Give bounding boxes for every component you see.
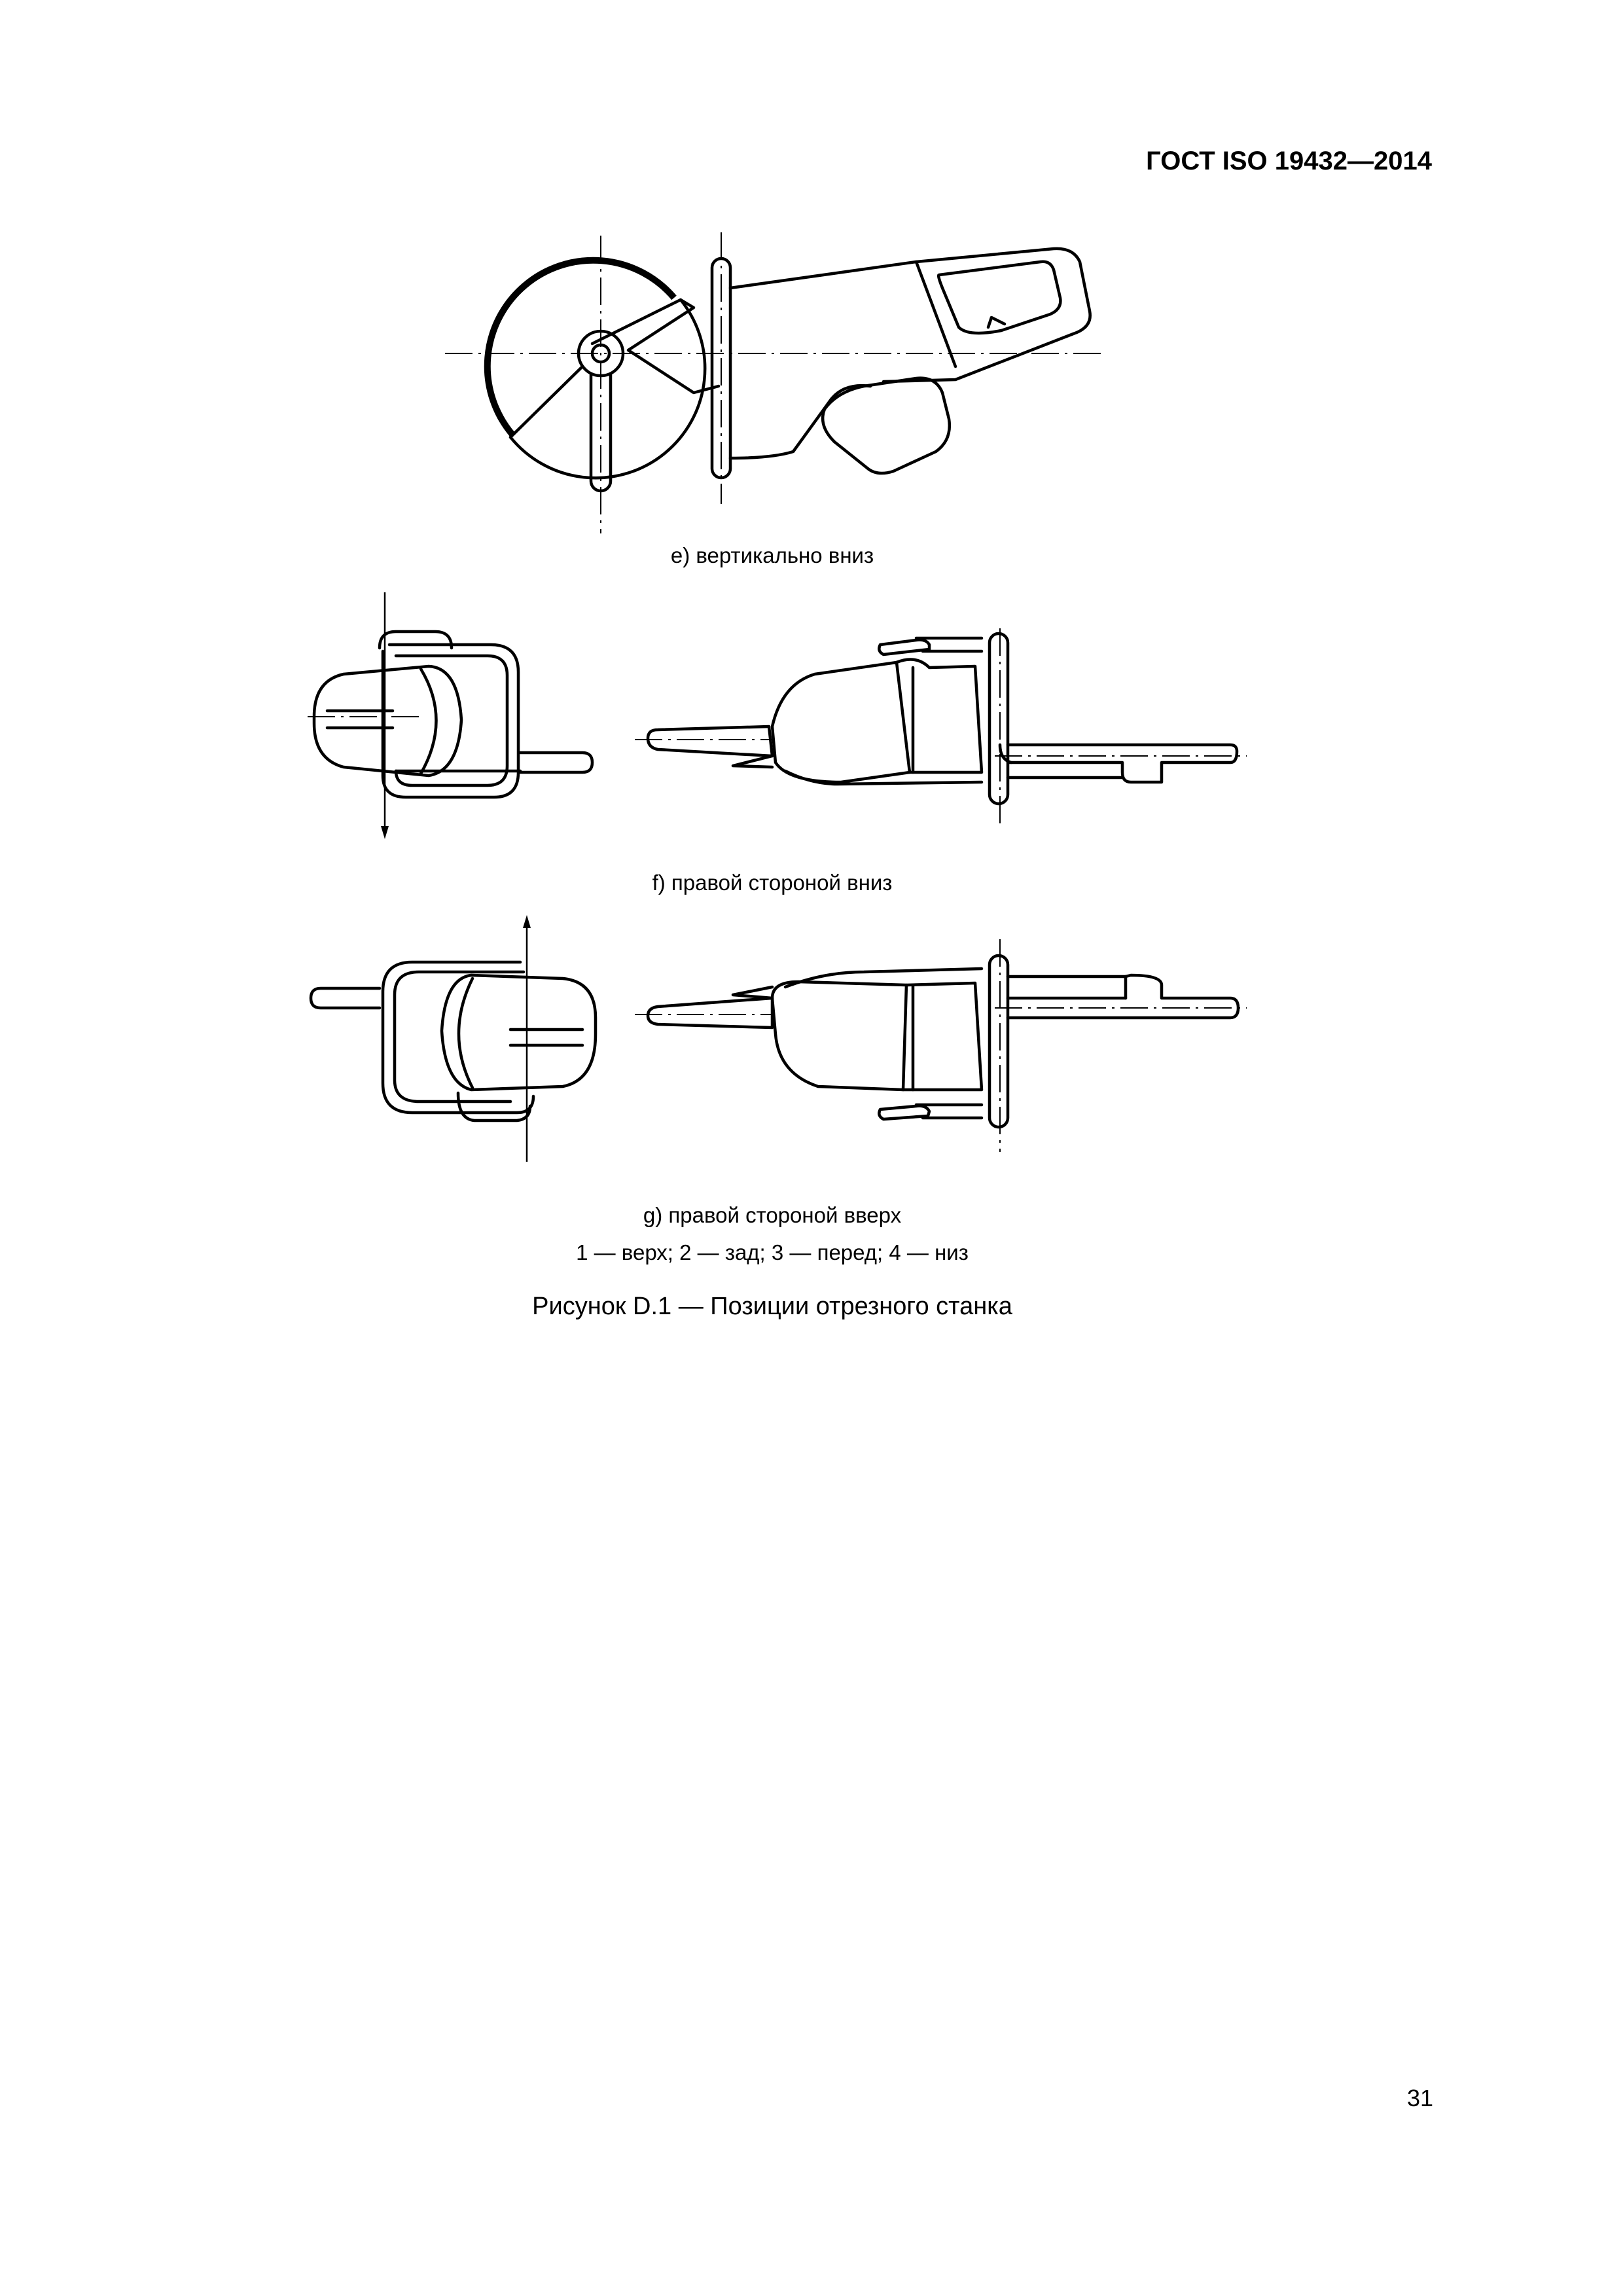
caption-f: f) правой стороной вниз [652, 870, 893, 895]
view-e-vertical-down [445, 232, 1106, 533]
page-number: 31 [1406, 2085, 1433, 2111]
figure-title: Рисунок D.1 — Позиции отрезного станка [532, 1293, 1012, 1320]
caption-e: е) вертикально вниз [670, 543, 874, 567]
document-header: ГОСТ ISO 19432—2014 [1146, 147, 1432, 175]
view-f-right-side-down-side [635, 628, 1247, 825]
view-g-right-side-up-side [635, 939, 1247, 1152]
view-g-right-side-up-front [311, 915, 596, 1162]
figure-legend: 1 — верх; 2 — зад; 3 — перед; 4 — низ [576, 1240, 969, 1265]
caption-g: g) правой стороной вверх [643, 1203, 902, 1227]
view-f-right-side-down-front [308, 592, 592, 839]
